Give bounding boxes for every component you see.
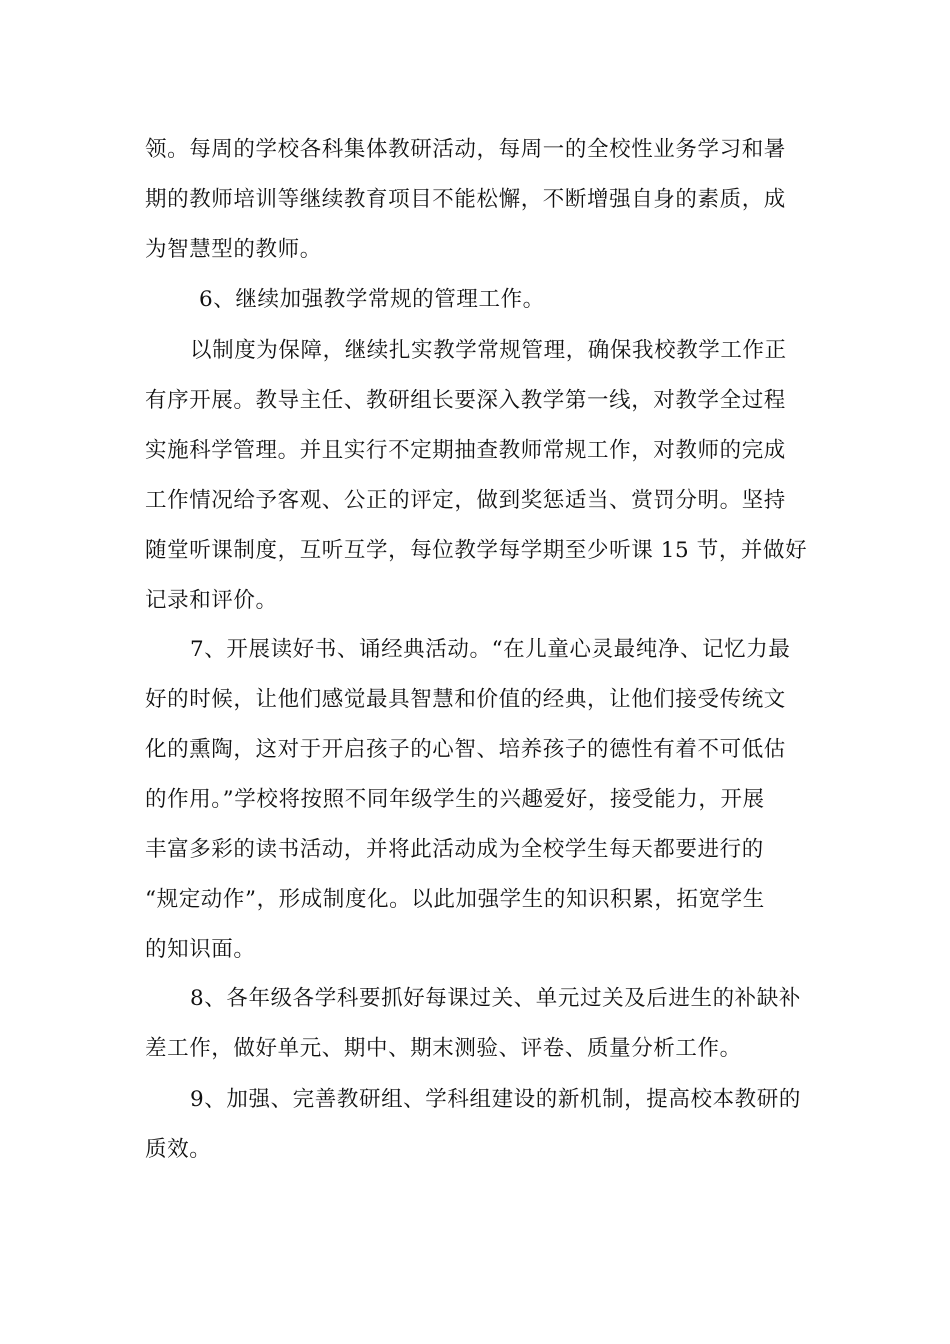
text-line: “规定动作”，形成制度化。以此加强学生的知识积累，拓宽学生 xyxy=(145,887,765,912)
text-line: 记录和评价。 xyxy=(145,588,278,613)
section-heading: 6、继续加强教学常规的管理工作。 xyxy=(199,287,545,312)
text-line: 差工作，做好单元、期中、期末测验、评卷、质量分析工作。 xyxy=(145,1036,742,1061)
text-line: 的作用。”学校将按照不同年级学生的兴趣爱好，接受能力，开展 xyxy=(145,787,765,812)
text-line: 实施科学管理。并且实行不定期抽查教师常规工作，对教师的完成 xyxy=(145,438,786,463)
text-line: 的知识面。 xyxy=(145,937,256,962)
text-line: 以制度为保障，继续扎实教学常规管理，确保我校教学工作正 xyxy=(190,338,787,363)
text-line: 化的熏陶，这对于开启孩子的心智、培养孩子的德性有着不可低估 xyxy=(145,737,786,762)
text-line: 好的时候，让他们感觉最具智慧和价值的经典，让他们接受传统文 xyxy=(145,687,786,712)
text-line: 为智慧型的教师。 xyxy=(145,237,322,262)
text-line: 有序开展。教导主任、教研组长要深入教学第一线，对教学全过程 xyxy=(145,388,786,413)
text-line: 随堂听课制度，互听互学，每位教学每学期至少听课 15 节，并做好 xyxy=(145,538,808,563)
text-line: 质效。 xyxy=(145,1137,212,1162)
text-line: 9、加强、完善教研组、学科组建设的新机制，提高校本教研的 xyxy=(190,1087,801,1112)
text-line: 丰富多彩的读书活动，并将此活动成为全校学生每天都要进行的 xyxy=(145,837,764,862)
text-line: 7、开展读好书、诵经典活动。“在儿童心灵最纯净、记忆力最 xyxy=(190,637,791,662)
text-line: 领。每周的学校各科集体教研活动，每周一的全校性业务学习和暑 xyxy=(145,137,786,162)
text-line: 8、各年级各学科要抓好每课过关、单元过关及后进生的补缺补 xyxy=(190,986,801,1011)
text-line: 工作情况给予客观、公正的评定，做到奖惩适当、赏罚分明。坚持 xyxy=(145,488,786,513)
text-line: 期的教师培训等继续教育项目不能松懈，不断增强自身的素质，成 xyxy=(145,187,786,212)
